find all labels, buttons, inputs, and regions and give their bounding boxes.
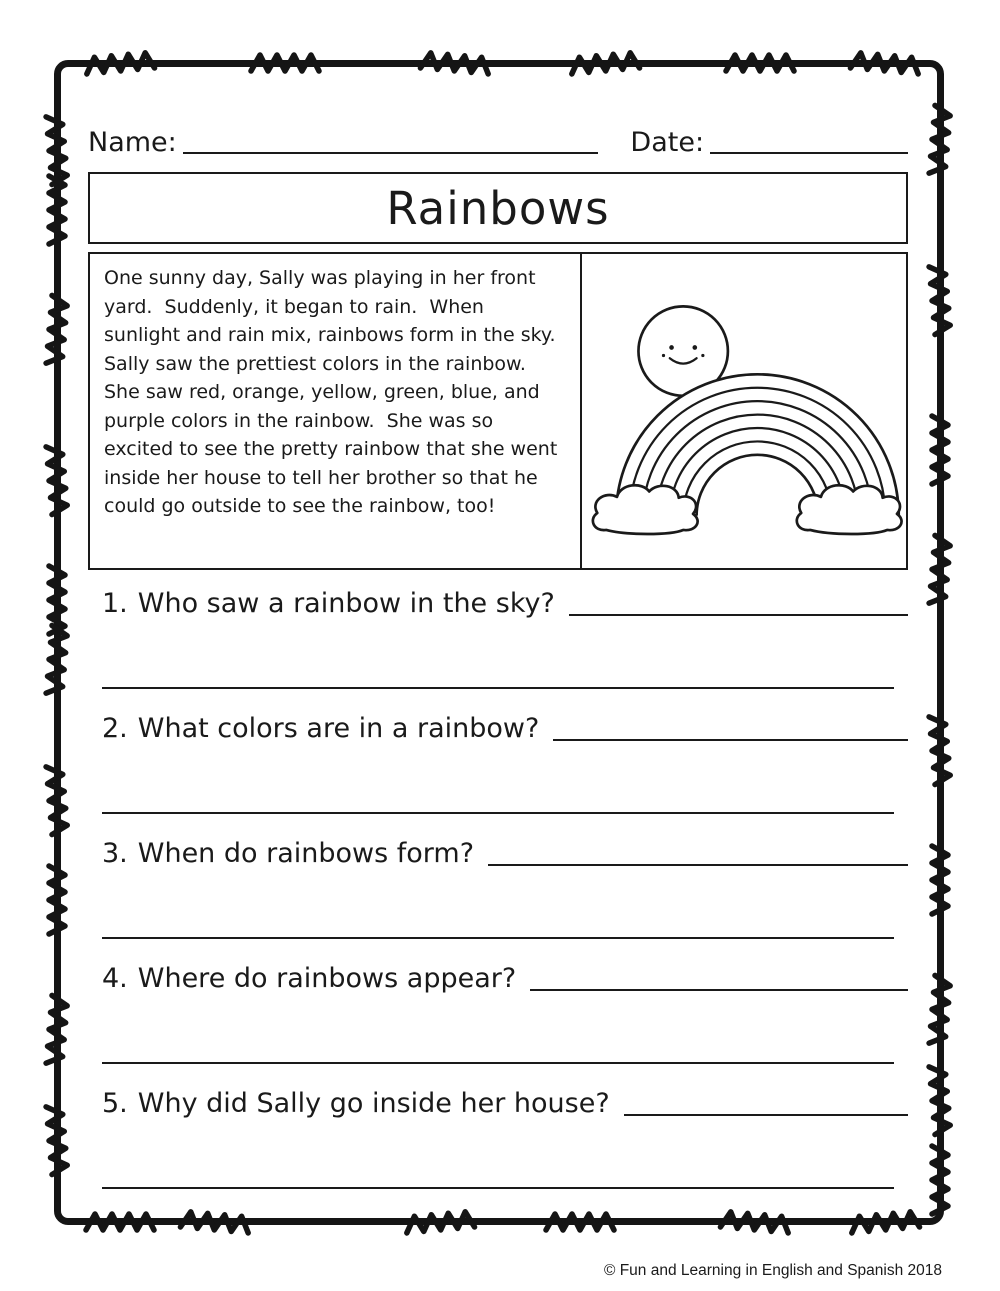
worksheet-content — [88, 118, 908, 1189]
question-1 — [102, 586, 908, 689]
question-number: 1. — [102, 588, 128, 619]
date-blank[interactable] — [710, 151, 908, 154]
date-label: Date: — [630, 127, 705, 158]
title-box — [88, 172, 908, 244]
question-text: Why did Sally go inside her house? — [137, 1088, 610, 1119]
question-5-answer-blank[interactable] — [624, 1113, 908, 1116]
question-3-answer-line[interactable] — [102, 936, 894, 939]
question-text: When do rainbows form? — [137, 838, 475, 869]
question-text: Who saw a rainbow in the sky? — [137, 588, 555, 619]
question-text: What colors are in a rainbow? — [137, 713, 540, 744]
question-3-answer-blank[interactable] — [488, 863, 908, 866]
name-label: Name: — [88, 127, 177, 158]
name-blank[interactable] — [183, 151, 599, 154]
question-4 — [102, 961, 908, 1064]
rainbow-illustration — [580, 254, 906, 568]
questions-section — [88, 586, 908, 1189]
passage-text: One sunny day, Sally was playing in her front yard. Suddenly, it began to rain. When sunlight and rain mix, rainbows form in the sky. Sally saw the prettiest colors in the rainbow. She saw red, orange, yellow, green, blue, and purple colors in the rainbow. She was so excited to see the pretty rainbow that she went inside her house to tell her brother so that he could go outside to see the rainbow, too! — [104, 267, 568, 517]
sun-rainbow-clouds-icon — [583, 265, 905, 557]
question-number: 3. — [102, 838, 128, 869]
question-5-answer-line[interactable] — [102, 1186, 894, 1189]
copyright-footer: © Fun and Learning in English and Spanish 2018 — [603, 1262, 942, 1279]
question-text: Where do rainbows appear? — [137, 963, 517, 994]
question-1-answer-line[interactable] — [102, 686, 894, 689]
question-2 — [102, 711, 908, 814]
question-4-answer-line[interactable] — [102, 1061, 894, 1064]
page-title: Rainbows — [386, 181, 610, 235]
question-4-answer-blank[interactable] — [530, 988, 908, 991]
question-1-answer-blank[interactable] — [569, 613, 908, 616]
question-number: 5. — [102, 1088, 128, 1119]
question-5 — [102, 1086, 908, 1189]
question-2-answer-blank[interactable] — [553, 738, 908, 741]
question-number: 2. — [102, 713, 128, 744]
question-number: 4. — [102, 963, 128, 994]
passage-box — [88, 252, 908, 570]
name-date-row — [88, 118, 908, 158]
question-2-answer-line[interactable] — [102, 811, 894, 814]
question-3 — [102, 836, 908, 939]
